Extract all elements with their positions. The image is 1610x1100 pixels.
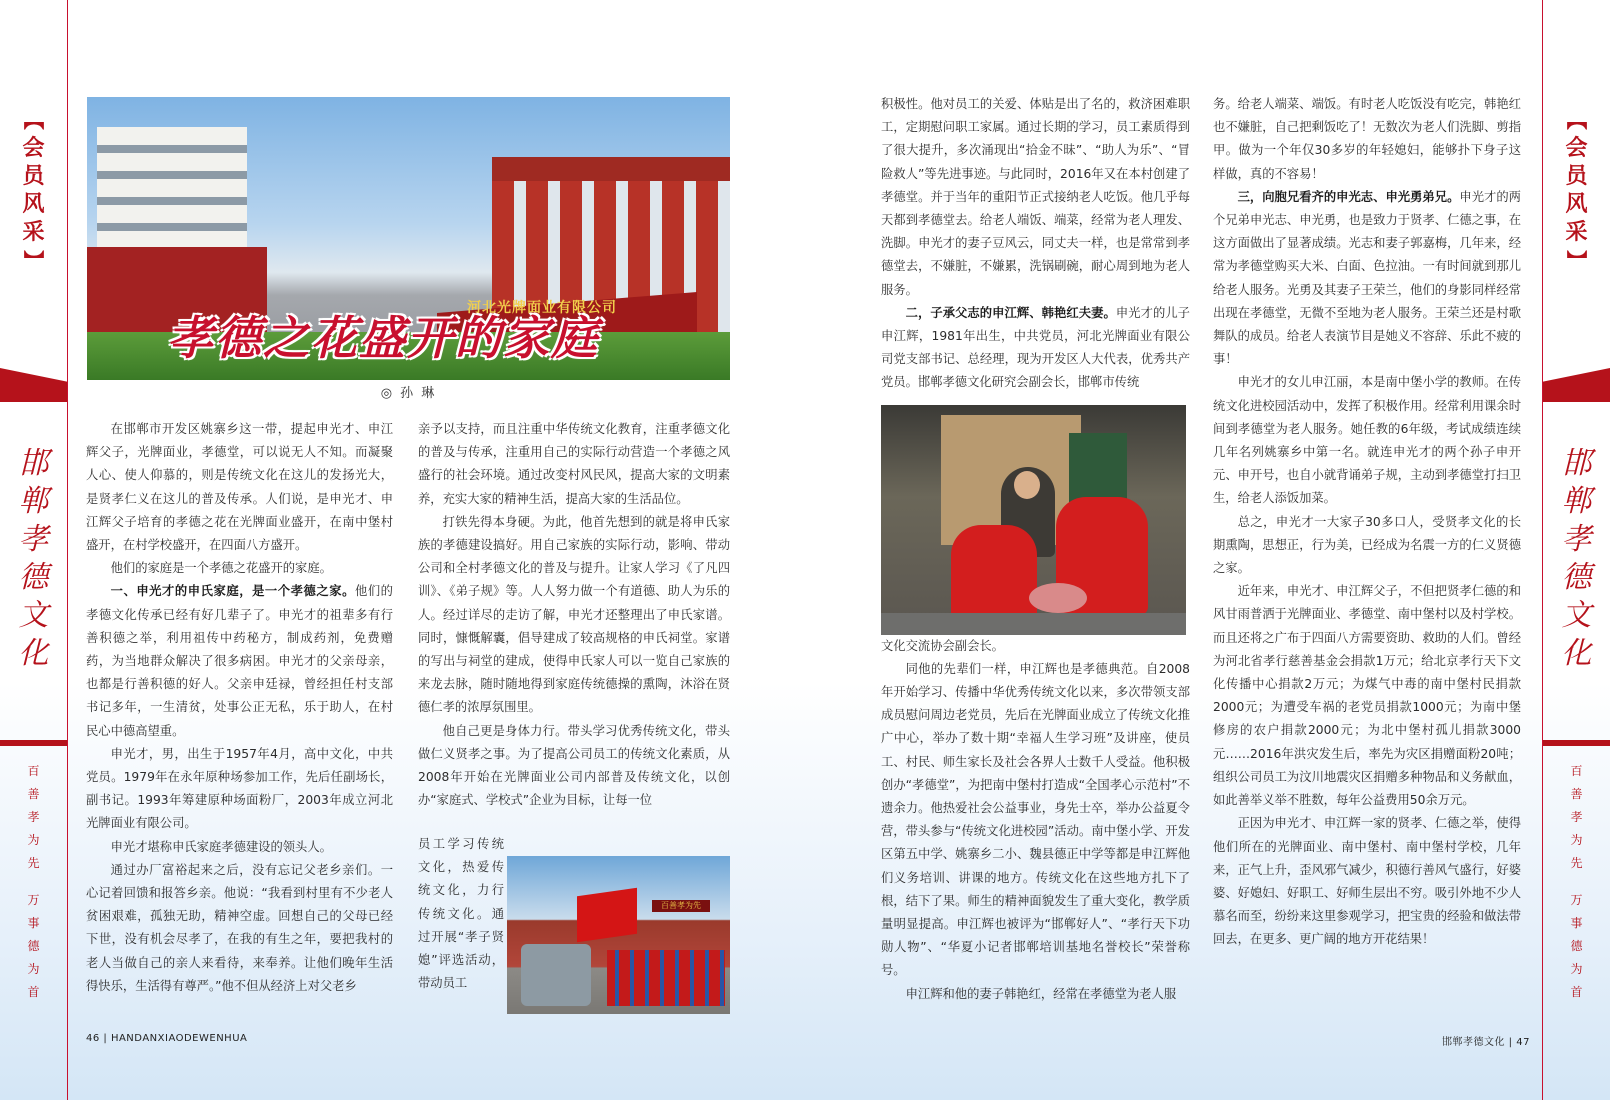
elder-footwash-photo	[881, 405, 1186, 635]
article-author: ◎ 孙 琳	[380, 386, 437, 401]
motto-char: 善	[1570, 787, 1583, 801]
paragraph-heading: 一、申光才的申氏家庭，是一个孝德之家。	[110, 584, 355, 599]
wash-basin	[1029, 583, 1087, 613]
paragraph-text: 积极性。他对员工的关爱、体贴是出了名的，救济困难职工，定期慰问职工家属。通过长期的学习，员工素质得到了很大提升，多次涌现出“拾金不昧”、“助人为乐”、“冒险救人”等先进事迹。与此同时，2016年又在本村创建了孝德堂。并于当年的重阳节正式接纳老人吃饭。他几乎每天都到孝德堂去。给老人端饭、端菜，经常为老人理发、洗脚。申光才的妻子豆风云，同丈夫一样，也是常常到孝德堂去，不嫌脏，不嫌累，洗锅刷碗，耐心周到地为老人服务。	[881, 97, 1190, 297]
section-tag-char: 员	[1565, 163, 1588, 189]
motto-char: 为	[27, 962, 40, 976]
paragraph	[418, 833, 504, 995]
brand-char: 德	[18, 560, 49, 595]
paragraph-text: 申光才堪称申氏家庭孝德建设的领头人。	[110, 839, 332, 854]
brand-calligraphy	[0, 445, 67, 673]
bracket-close: 】	[21, 250, 46, 270]
motto-char: 先	[27, 856, 40, 870]
text-column-1	[86, 418, 393, 1018]
brand-char: 邯	[1561, 446, 1592, 481]
paragraph	[1213, 186, 1521, 372]
company-sign: 河北光牌面业有限公司	[467, 300, 617, 316]
building-sign: 百善孝为先	[652, 900, 710, 912]
paragraph-text: 他自己更是身体力行。带头学习优秀传统文化，带头做仁义贤孝之事。为了提高公司员工的传统文化素质，从2008年开始在光牌面业公司内部普及传统文化，以创办“家庭式、学校式”企业为目标，让每一位	[418, 723, 730, 808]
floor	[881, 613, 1186, 635]
motto-char: 首	[1570, 985, 1583, 999]
motto-gap	[0, 875, 67, 889]
paragraph	[1213, 511, 1521, 581]
paragraph-text: 申江辉和他的妻子韩艳红，经常在孝德堂为老人服	[905, 986, 1177, 1001]
paragraph-text: 正因为申光才、申江辉一家的贤孝、仁德之举，使得他们所在的光牌面业、南中堡村、南中堡村学校，几年来，正气上升，歪风邪气减少，积德行善风气盛行，好婆婆、好媳妇、好职工、好师生层出不穷。吸引外地不少人慕名而至，纷纷来这里参观学习，把宝贵的经验和做法带回去，在更多、更广阔的地方开花结果！	[1213, 816, 1521, 947]
paragraph-text: 申光才的两个兄弟申光志、申光勇，也是致力于贤孝、仁德之事，在这方面做出了显著成绩。光志和妻子郭嘉梅，几年来，经常为孝德堂购买大米、白面、色拉油。一有时间就到那儿给老人服务。光勇及其妻子王荣兰，他们的身影同样经常出现在孝德堂，无微不至地为老人服务。王荣兰还是村歌舞队的成员。给老人表演节目是她义不容辞、乐此不疲的事！	[1213, 189, 1521, 367]
section-tag-char: 采	[1565, 219, 1588, 245]
motto-char: 先	[1570, 856, 1583, 870]
motto-char: 万	[1570, 893, 1583, 907]
staff-group-photo	[507, 856, 730, 1014]
paragraph	[1213, 371, 1521, 510]
elderly-man-face	[1014, 471, 1040, 499]
motto-char: 首	[27, 985, 40, 999]
motto-char: 事	[1570, 916, 1583, 930]
brand-char: 德	[1561, 560, 1592, 595]
motto-char: 万	[27, 893, 40, 907]
paragraph-text: 申光才，男，出生于1957年4月，高中文化，中共党员。1979年在永年原种场参加工作，先后任副场长，副书记。1993年筹建原种场面粉厂，2003年成立河北光牌面业有限公司。	[86, 746, 393, 831]
brand-char: 邯	[18, 446, 49, 481]
page-folio-right: 邯郸孝德文化 | 47	[1442, 1037, 1530, 1048]
motto-char: 为	[27, 833, 40, 847]
motto-char: 善	[27, 787, 40, 801]
paragraph-text: 申光才的儿子申江辉，1981年出生，中共党员，河北光牌面业有限公司党支部书记、总经理，现为开发区人大代表，优秀共产党员。邯郸孝德文化研究会副会长，邯郸市传统	[881, 305, 1190, 390]
bracket-open: 【	[1564, 110, 1589, 130]
volunteer	[951, 525, 1037, 625]
bracket-close: 】	[1564, 250, 1589, 270]
section-tag-char: 采	[22, 219, 45, 245]
brand-calligraphy	[1543, 445, 1610, 673]
motto-char: 孝	[27, 810, 40, 824]
paragraph-text: 亲予以支持，而且注重中华传统文化教育，注重孝德文化的普及与传承，注重用自己的实际行动营造一个孝德之风盛行的社会环境。通过改变村风民风，提高大家的文明素养，充实大家的精神生活，提高大家的生活品位。	[418, 422, 730, 506]
paragraph	[86, 859, 393, 998]
building-illustration	[492, 157, 730, 181]
paragraph-text: 他们的家庭是一个孝德之花盛开的家庭。	[110, 561, 332, 576]
paragraph	[1213, 812, 1521, 951]
brand-char: 郸	[1561, 484, 1592, 519]
red-flag	[577, 888, 637, 942]
brand-char: 孝	[1561, 522, 1592, 557]
paragraph	[1213, 93, 1521, 186]
paragraph-heading: 三，向胞兄看齐的申光志、申光勇弟兄。	[1237, 189, 1460, 204]
section-tag-char: 风	[22, 191, 45, 217]
motto-char: 为	[1570, 962, 1583, 976]
section-tag	[0, 106, 67, 274]
motto-char: 孝	[1570, 810, 1583, 824]
paragraph-text: 同他的先辈们一样，申江辉也是孝德典范。自2008年开始学习、传播中华优秀传统文化以来，多次带领支部成员慰问周边老党员，先后在光牌面业成立了传统文化推广中心，举办了数十期“幸福人生学习班”及讲座，使员工、村民、师生家长及社会各界人士数千人受益。他积极创办“孝德堂”，为把南中堡村打造成“全国孝心示范村”不遗余力。他热爱社会公益事业，身先士卒，举办公益夏令营，带头参与“传统文化进校园”活动。南中堡小学、开发区第五中学、姚寨乡二小、魏县德正中学等都是申江辉他们义务培训、讲课的地方。传统文化在这些地方扎下了根，结下了果。师生的精神面貌发生了重大变化，教学质量明显提高。申江辉也被评为“邯郸好人”、“孝行天下功勋人物”、“华夏小记者邯郸培训基地名誉校长”荣誉称号。	[881, 661, 1190, 978]
section-tag-char: 员	[22, 163, 45, 189]
paragraph	[881, 302, 1190, 395]
paragraph-text: 员工学习传统文化，热爱传统文化，力行传统文化。通过开展“孝子贤媳”评选活动，带动员工	[418, 837, 504, 991]
red-band	[0, 368, 67, 402]
motto-char: 百	[27, 764, 40, 778]
paragraph	[881, 635, 1190, 658]
paragraph	[86, 418, 393, 557]
paragraph	[86, 836, 393, 859]
brand-char: 化	[18, 636, 49, 671]
paragraph-text: 打铁先得本身硬。为此，他首先想到的就是将申氏家族的孝德建设搞好。用自己家族的实际行动，影响、带动公司和全村孝德文化的普及与提升。让家人学习《了凡四训》、《弟子规》等。人人努力做一个有道德、助人为乐的人。经过详尽的走访了解，申光才还整理出了申氏家谱。同时，慷慨解囊，倡导建成了较高规格的申氏祠堂。家谱的写出与祠堂的建成，使得申氏家人可以一览自己家族的来龙去脉，随时随地得到家庭传统德操的熏陶，沐浴在贤德仁孝的浓厚氛围里。	[418, 514, 730, 715]
paragraph	[86, 557, 393, 580]
van-illustration	[521, 944, 591, 1006]
paragraph-text: 务。给老人端菜、端饭。有时老人吃饭没有吃完，韩艳红也不嫌脏，自己把剩饭吃了！无数次为老人们洗脚、剪指甲。做为一个年仅30多岁的年轻媳妇，能够扑下身子这样做，真的不容易！	[1213, 97, 1521, 181]
section-tag-char: 会	[1565, 135, 1588, 161]
paragraph-text: 他们的孝德文化传承已经有好几辈子了。申光才的祖辈多有行善积德之举，利用祖传中药秘方，制成药剂，免费赠药，为当地群众解决了很多病困。申光才的父亲母亲，也都是行善积德的好人。父亲申廷禄，曾经担任村支部书记多年，一生清贫，处事公正无私，乐于助人，在村民心中德高望重。	[86, 584, 393, 738]
paragraph-heading: 二，子承父志的申江辉、韩艳红夫妻。	[905, 305, 1116, 320]
right-margin	[1542, 0, 1610, 1100]
paragraph-text: 文化交流协会副会长。	[881, 638, 1004, 653]
left-margin	[0, 0, 68, 1100]
paragraph	[86, 743, 393, 836]
motto	[0, 760, 67, 1004]
text-column-2-wrap	[418, 833, 504, 1018]
hero-photo	[87, 97, 730, 380]
brand-char: 文	[18, 598, 49, 633]
text-column-4	[1213, 93, 1521, 1043]
motto	[1543, 760, 1610, 1004]
article-title: 孝德之花盛开的家庭	[167, 311, 599, 365]
paragraph	[418, 418, 730, 511]
motto-char: 百	[1570, 764, 1583, 778]
page-folio-left: 46 | HANDANXIAODEWENHUA	[86, 1033, 248, 1044]
paragraph	[418, 720, 730, 813]
motto-char: 德	[1570, 939, 1583, 953]
paragraph	[86, 580, 393, 742]
brand-char: 文	[1561, 598, 1592, 633]
bracket-open: 【	[21, 110, 46, 130]
paragraph-text: 近年来，申光才、申江辉父子，不但把贤孝仁德的和风甘雨普洒于光牌面业、孝德堂、南中堡村以及村学校。而且还将之广布于四面八方需要资助、救助的人们。曾经为河北省孝行慈善基金会捐款1万元；给北京孝行天下文化传播中心捐款2万元；为煤气中毒的南中堡村民捐款2000元；为遭受车祸的老党员捐款1000元；为南中堡修房的农户捐款2000元；为北中堡村孤儿捐款3000元……2016年洪灾发生后，率先为灾区捐赠面粉20吨；组织公司员工为汶川地震灾区捐赠多种物品和义务献血，如此善举义举不胜数，每年公益费用50余万元。	[1213, 584, 1521, 808]
motto-gap	[1543, 875, 1610, 889]
paragraph	[881, 983, 1190, 1006]
red-band	[1543, 368, 1610, 402]
brand-char: 孝	[18, 522, 49, 557]
paragraph	[418, 511, 730, 720]
group-of-people	[607, 950, 725, 1006]
paragraph	[881, 93, 1190, 302]
section-tag-char: 会	[22, 135, 45, 161]
section-tag	[1543, 106, 1610, 274]
motto-char: 为	[1570, 833, 1583, 847]
paragraph	[1213, 580, 1521, 812]
paragraph	[881, 658, 1190, 983]
brand-char: 郸	[18, 484, 49, 519]
red-rule	[1543, 740, 1610, 746]
paragraph-text: 通过办厂富裕起来之后，没有忘记父老乡亲们。一心记着回馈和报答乡亲。他说：“我看到村里有不少老人贫困艰难，孤独无助，精神空虚。回想自己的父母已经下世，没有机会尽孝了，在我的有生之年，要把我村的老人当做自己的亲人来看待，来奉养。让他们晚年生活得快乐，生活得有尊严。”他不但从经济上对父老乡	[86, 862, 393, 993]
motto-char: 德	[27, 939, 40, 953]
red-rule	[0, 740, 67, 746]
paragraph-text: 在邯郸市开发区姚寨乡这一带，提起申光才、申江辉父子，光牌面业，孝德堂，可以说无人不知。而凝聚人心、使人仰慕的，则是传统文化在这儿的发扬光大，是贤孝仁义在这儿的普及传承。人们说，是申光才、申江辉父子培育的孝德之花在光牌面业盛开，在南中堡村盛开，在村学校盛开，在四面八方盛开。	[86, 422, 393, 553]
brand-char: 化	[1561, 636, 1592, 671]
paragraph-text: 总之，申光才一大家子30多口人，受贤孝文化的长期熏陶，思想正，行为美，已经成为名震一方的仁义贤德之家。	[1213, 514, 1521, 576]
section-tag-char: 风	[1565, 191, 1588, 217]
motto-char: 事	[27, 916, 40, 930]
paragraph-text: 申光才的女儿申江丽，本是南中堡小学的教师。在传统文化进校园活动中，发挥了积极作用。经常利用课余时间到孝德堂为老人服务。她任教的6年级，考试成绩连续几年名列姚寨乡中第一名。就连申光才的两个孙子申开元、申开号，也自小就背诵弟子规，主动到孝德堂打扫卫生，给老人添饭加菜。	[1213, 375, 1521, 506]
